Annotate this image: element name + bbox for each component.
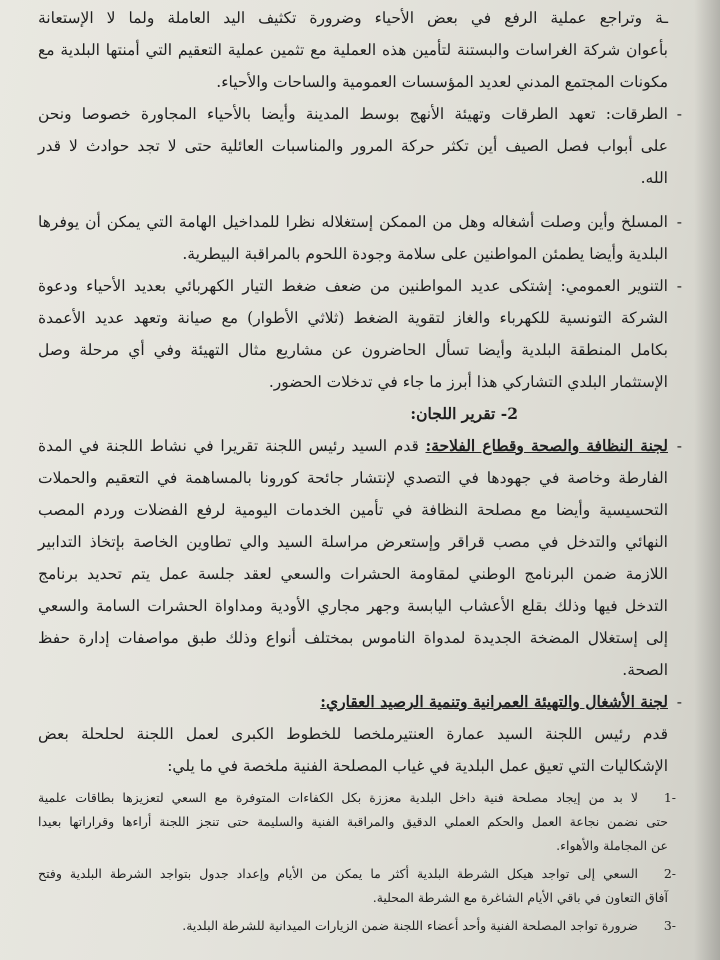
- list-item: [38, 914, 676, 938]
- bullet-dash: -: [676, 693, 682, 711]
- text-line: اللازمة ضمن البرنامج الوطني لمقاومة الحشرات والسعي لعقد جلسة عمل يتم تحديد برنامج: [38, 565, 668, 583]
- bullet-dash: -: [676, 277, 682, 295]
- text-line: بكامل المنطقة البلدية وأيضا تسأل الحاضرون عن مشاريع مثال التهيئة وفي أي مرحلة وصل: [38, 341, 668, 359]
- text-line: البلدية وأيضا يطمئن المواطنين على سلامة وجودة اللحوم بالمراقبة البيطرية.: [182, 245, 668, 263]
- section-heading: [38, 398, 668, 430]
- text-line: الصحة.: [622, 661, 668, 679]
- text-line: إلى إستغلال المضخة الجديدة لمدواة الناموس بمختلف أنواع وذلك طبق مواصفات إدارة حفظ: [38, 629, 668, 647]
- list-item: [38, 862, 676, 886]
- committee-text: قدم السيد رئيس اللجنة تقريرا في نشاط اللجنة في المدة: [38, 437, 419, 455]
- text-line: آفاق التعاون في باقي الأيام الشاغرة مع الشرطة المحلية.: [372, 890, 668, 905]
- committee-works: [38, 686, 682, 782]
- page-edge-shadow: [694, 0, 720, 960]
- text-line: الإشكاليات التي تعيق عمل البلدية في غياب المصلحة الفنية ملخصة في ما يلي:: [167, 757, 668, 775]
- list-item: [38, 786, 676, 810]
- document-body: [38, 0, 682, 938]
- text-line: على أبواب فصل الصيف أين تكثر حركة المرور والمناسبات العائلية حتى لا تجد حوادث لا قدر: [38, 137, 668, 155]
- list-item-continuation: [38, 810, 668, 858]
- text-line: الشركة التونسية للكهرباء والغاز لتقوية الضغط (ثلاثي الأطوار) مع صيانة وتعهد عديد الأعمدة: [38, 309, 668, 327]
- bullet-dash: -: [676, 213, 682, 231]
- committee-title: لجنة النظافة والصحة وقطاع الفلاحة:: [425, 436, 668, 455]
- item-number: -1: [663, 790, 676, 805]
- text-line: عن المجاملة والأهواء.: [556, 838, 668, 853]
- text-line: السعي إلى تواجد هيكل الشرطة البلدية أكثر ما يمكن من الأيام وإعداد جدول بتواجد الشرطة البلدية وفتح: [38, 866, 638, 881]
- text-line: التدخل فيها وذلك بقلع الأعشاب اليابسة وجهر مجاري الأودية ومداواة الحشرات السامة والسعي: [38, 597, 668, 615]
- text-line: ـة وتراجع عملية الرفع في بعض الأحياء وضرورة تكثيف اليد العاملة ولما لا الإستعانة: [38, 9, 668, 27]
- text-line: المسلخ وأين وصلت أشغاله وهل من الممكن إستغلاله نظرا للمداخيل الهامة التي يمكن أن يوفرها: [38, 213, 668, 231]
- text-line: حتى نضمن نجاعة العمل والحكم العملي الدقيق والمراقبة الفنية والسليمة حتى تنجز اللجنة أراءها وقراراتها بعيدا: [38, 814, 668, 829]
- text-line: مكونات المجتمع المدني لعديد المؤسسات العمومية والساحات والأحياء.: [216, 73, 668, 91]
- text-line: الطرقات: تعهد الطرقات وتهيئة الأنهج بوسط المدينة وأيضا بالأحياء المجاورة خصوصا ونحن: [38, 105, 668, 123]
- text-line: ضرورة تواجد المصلحة الفنية وأحد أعضاء اللجنة ضمن الزيارات الميدانية للشرطة البلدية.: [182, 918, 638, 933]
- committee-cleanliness: [38, 430, 682, 686]
- section-heading-text: 2- تقرير اللجان:: [410, 404, 518, 423]
- bullet-dash: -: [676, 437, 682, 455]
- text-line: بأعوان شركة الغراسات والبستنة لتأمين هذه العملية مع تثمين عملية التعقيم التي أمنتها البلدية مع: [38, 41, 668, 59]
- text-line: [38, 430, 668, 462]
- text-line: قدم رئيس اللجنة السيد عمارة العنتيرملخصا للخطوط الكبرى لعمل اللجنة لحلحلة بعض: [38, 725, 668, 743]
- numbered-list: [38, 786, 676, 938]
- text-line: التحسيسية وأيضا مع مصلحة النظافة في تأمين الخدمات اليومية لرفع الفضلات وردم المصب: [38, 501, 668, 519]
- text-line: الله.: [640, 169, 668, 187]
- item-number: -2: [663, 866, 676, 881]
- paragraph-public-lighting: [38, 270, 682, 398]
- list-item-continuation: [38, 886, 668, 910]
- paragraph-slaughterhouse: [38, 206, 682, 270]
- paragraph-cleanup-continuation: [38, 2, 668, 98]
- text-line: التنوير العمومي: إشتكى عديد المواطنين من ضعف ضغط التيار الكهربائي بعديد الأحياء ودعوة: [38, 277, 668, 295]
- paragraph-roads: [38, 98, 682, 194]
- text-line: الإستثمار البلدي التشاركي هذا أبرز ما جاء في تدخلات الحضور.: [268, 373, 668, 391]
- bullet-dash: -: [676, 105, 682, 123]
- text-line: لا بد من إيجاد مصلحة فنية داخل البلدية معززة بكل الكفاءات المتوفرة مع السعي لتعزيزها بطاقات علمية: [38, 790, 638, 805]
- text-line: الفارطة وخاصة في جهودها في التصدي لإنتشار جائحة كورونا بالمساهمة في التعقيم والحملات: [38, 469, 668, 487]
- item-number: -3: [663, 918, 676, 933]
- committee-title: لجنة الأشغال والتهيئة العمرانية وتنمية الرصيد العقاري:: [320, 692, 668, 711]
- text-line: النهائي والتدخل في مصب قراقر وإستعرض مراسلة السيد والي تطاوين الخاصة بإتخاذ التدابير: [38, 533, 668, 551]
